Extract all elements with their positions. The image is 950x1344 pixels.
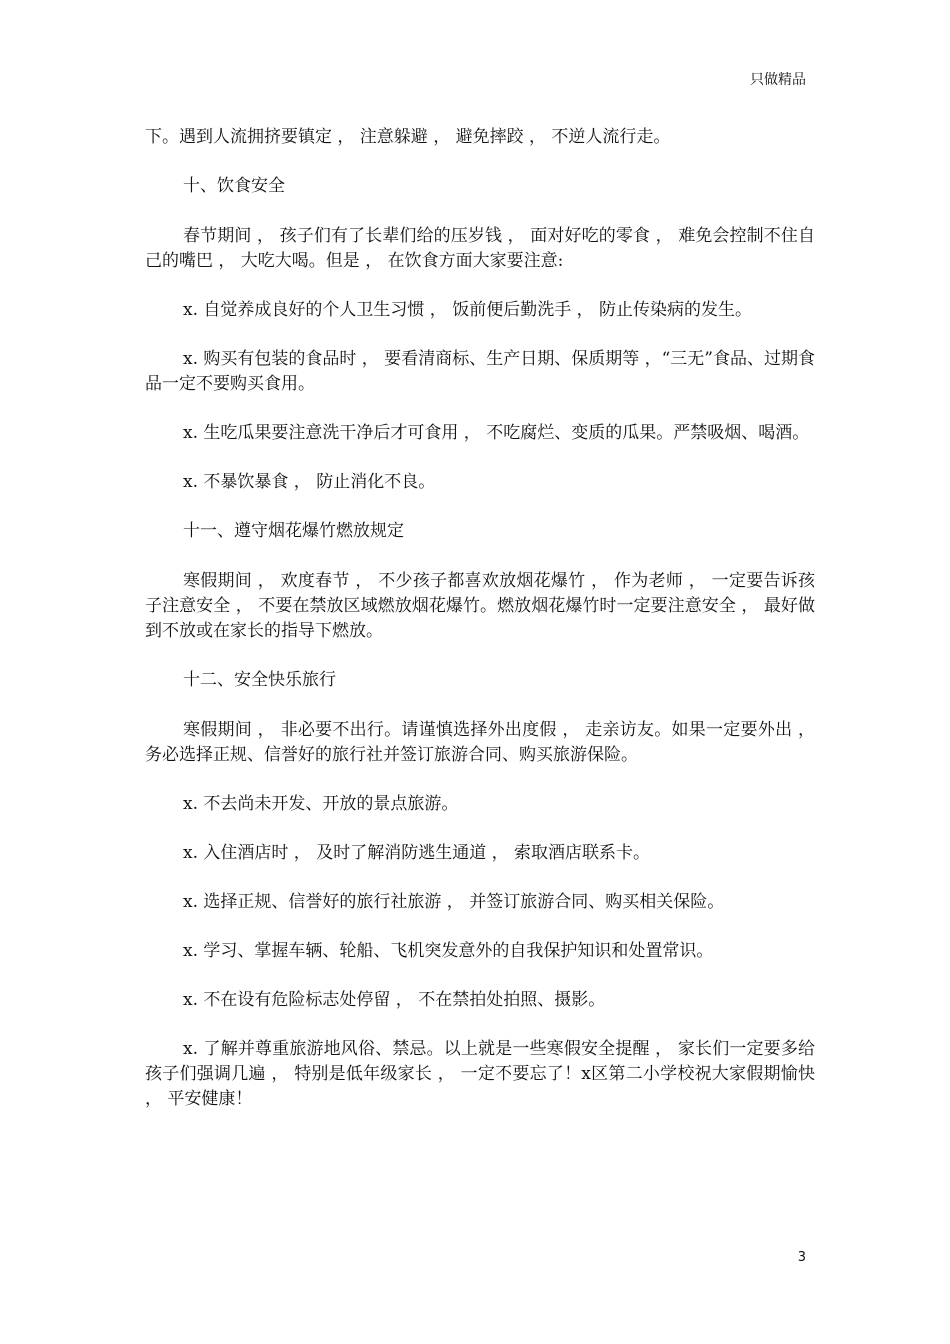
list-item: x. 入住酒店时 ， 及时了解消防逃生通道 ， 索取酒店联系卡。: [183, 843, 651, 863]
paragraph: 下。遇到人流拥挤要镇定 ， 注意躲避 ， 避免摔跤 ， 不逆人流行走。: [145, 127, 671, 147]
paragraph: 寒假期间 ， 欢度春节 ， 不少孩子都喜欢放烟花爆竹 ， 作为老师 ， 一定要告诉孩子注意安全 ， 不要在禁放区域燃放烟花爆竹。燃放烟花爆竹时一定要注意安全 ， 最好做到不放或在家长的指导下燃放。: [145, 571, 815, 641]
list-item: x. 购买有包装的食品时 ， 要看清商标、生产日期、保质期等 ，“三无”食品、过期食品一定不要购买食用。: [145, 349, 815, 394]
paragraph: 寒假期间 ， 非必要不出行。请谨慎选择外出度假 ， 走亲访友。如果一定要外出 ， 务必选择正规、信誉好的旅行社并签订旅游合同、购买旅游保险。: [145, 720, 815, 765]
section-heading-travel: 十二、安全快乐旅行: [183, 670, 336, 690]
list-item: x. 学习、掌握车辆、轮船、飞机突发意外的自我保护知识和处置常识。: [183, 941, 714, 961]
list-item: x. 选择正规、信誉好的旅行社旅游 ， 并签订旅游合同、购买相关保险。: [183, 892, 725, 912]
section-heading-fireworks: 十一、遵守烟花爆竹燃放规定: [183, 521, 404, 541]
list-item: x. 不暴饮暴食 ， 防止消化不良。: [183, 472, 436, 492]
list-item: x. 生吃瓜果要注意洗干净后才可食用 ， 不吃腐烂、变质的瓜果。严禁吸烟、喝酒。: [183, 423, 810, 443]
list-item: x. 了解并尊重旅游地风俗、禁忌。以上就是一些寒假安全提醒 ， 家长们一定要多给孩子们强调几遍 ， 特别是低年级家长 ， 一定不要忘了！x区第二小学校祝大家假期愉快 ， 平安健康！: [145, 1039, 815, 1109]
section-heading-diet-safety: 十、饮食安全: [183, 176, 285, 196]
document-body: [145, 125, 815, 1136]
list-item: x. 不在设有危险标志处停留 ， 不在禁拍处拍照、摄影。: [183, 990, 606, 1010]
paragraph: 春节期间 ， 孩子们有了长辈们给的压岁钱 ， 面对好吃的零食 ， 难免会控制不住自己的嘴巴 ， 大吃大喝。但是 ， 在饮食方面大家要注意:: [145, 226, 815, 271]
header-tag: 只做精品: [750, 72, 806, 88]
list-item: x. 不去尚未开发、开放的景点旅游。: [183, 794, 459, 814]
page-number: 3: [797, 1250, 806, 1265]
list-item: x. 自觉养成良好的个人卫生习惯 ， 饭前便后勤洗手 ， 防止传染病的发生。: [183, 300, 753, 320]
